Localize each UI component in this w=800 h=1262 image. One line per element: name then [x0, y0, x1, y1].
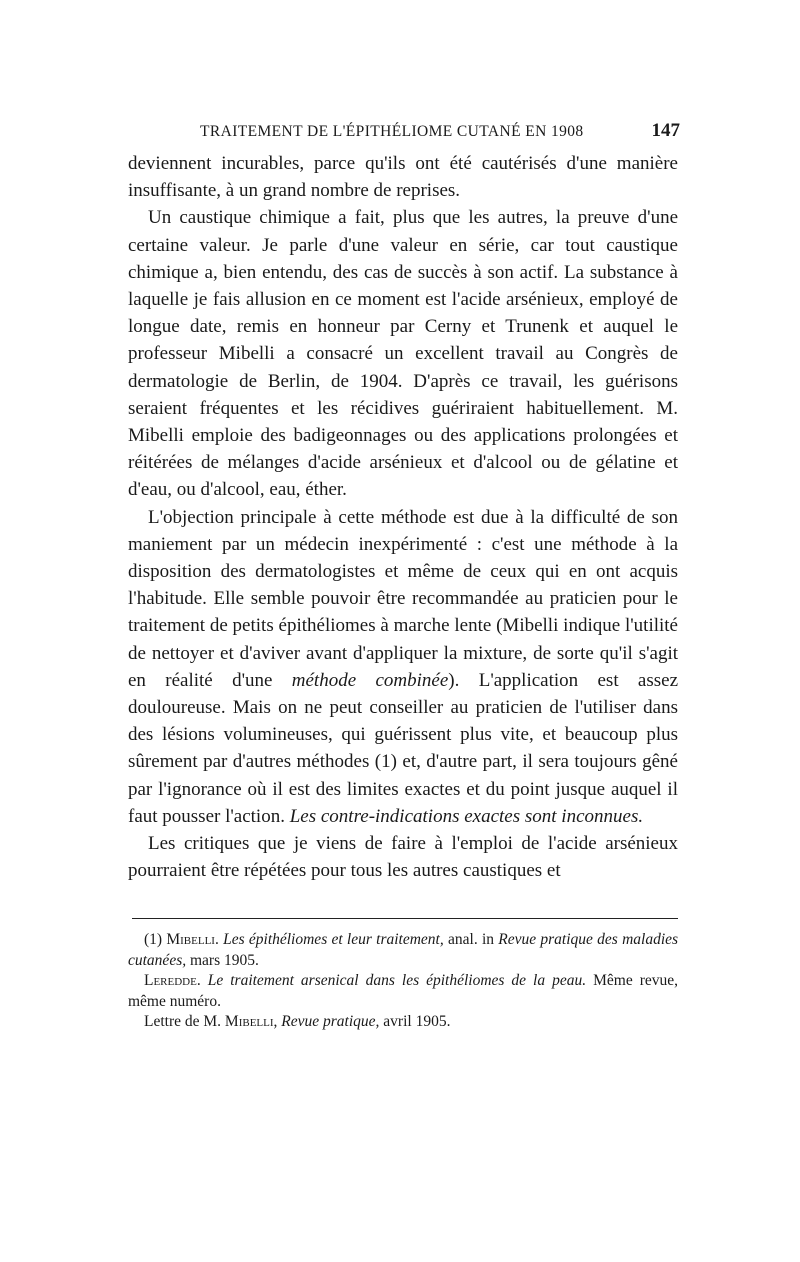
running-title: TRAITEMENT DE L'ÉPITHÉLIOME CUTANÉ EN 1908 [200, 123, 584, 140]
footnote-2 [128, 971, 678, 1012]
italic-contre-indications: Les contre-indications exactes sont inconnues. [289, 805, 644, 827]
footnote-text: Même revue, même numéro. [128, 972, 678, 1010]
footnote-title: Les épithéliomes et leur traitement, [223, 931, 444, 948]
running-head [200, 120, 680, 142]
paragraph-4: Les critiques que je viens de faire à l'emploi de l'acide arsénieux pourraient être répétées pour tous les autres caustiques et [128, 833, 678, 882]
paragraph-3-part-b: ). L'application est assez douloureuse. Mais on ne peut conseiller au praticien de l'utiliser dans des lésions volumineuses, qui guérissent plus vite, et beaucoup plus sûrement par d'autres méthodes (1) et, d'autre part, il sera toujours gêné par l'ignorance où il est des limites exactes et du point jusque auquel il faut pousser l'action. [128, 669, 679, 827]
footnote-date: mars 1905. [189, 951, 259, 969]
footnote-author: Mibelli, [224, 1013, 278, 1030]
paragraph-3 [128, 504, 678, 830]
footnote-divider [132, 918, 678, 919]
footnote-text: Lettre de M. [144, 1013, 222, 1030]
footnote-text: anal. in [448, 931, 495, 948]
paragraph-1: deviennent incurables, parce qu'ils ont été cautérisés d'une manière insuffisante, à un grand nombre de reprises. [128, 153, 678, 202]
italic-methode-combinee: méthode combinée [291, 669, 449, 691]
footnote-title: Le traitement arsenical dans les épithéliomes de la peau. [207, 972, 587, 989]
footnote-marker: (1) [144, 931, 163, 948]
paragraph-3-part-a: L'objection principale à cette méthode est due à la difficulté de son maniement par un médecin inexpérimenté : c'est une méthode à la disposition des dermatologistes et même de ceux qui en ont acquis l'habitude. Elle semble pouvoir être recommandée au praticien pour le traitement de petits épithéliomes à marche lente (Mibelli indique l'utilité de nettoyer et d'aviver avant d'appliquer la mixture, de sorte qu'il s'agit en réalité d'une [128, 506, 678, 691]
footnote-journal: Revue pratique des maladies cutanées, [128, 931, 679, 969]
footnote-journal: Revue pratique, [281, 1013, 380, 1030]
footnote-1 [128, 930, 678, 971]
footnote-date: avril 1905. [383, 1013, 451, 1030]
body-text [128, 150, 678, 884]
page-number: 147 [651, 120, 680, 141]
paragraph-2: Un caustique chimique a fait, plus que les autres, la preuve d'une certaine valeur. Je parle d'une valeur en série, car tout caustique chimique a, bien entendu, des cas de succès à son actif. La substance à laquelle je fais allusion en ce moment est l'acide arsénieux, employé de longue date, remis en honneur par Cerny et Trunenk et auquel le professeur Mibelli a consacré un excellent travail au Congrès de dermatologie de Berlin, de 1904. D'après ce travail, les guérisons seraient fréquentes et les récidives guériraient habituellement. M. Mibelli emploie des badigeonnages ou des applications prolongées et réitérées de mélanges d'acide arsénieux et d'alcool ou de gélatine et d'eau, ou d'alcool, eau, éther. [128, 207, 678, 501]
footnote-author: Leredde. [144, 972, 201, 989]
footnotes [128, 930, 678, 1033]
footnote-3 [128, 1012, 678, 1033]
footnote-author: Mibelli. [166, 931, 219, 948]
